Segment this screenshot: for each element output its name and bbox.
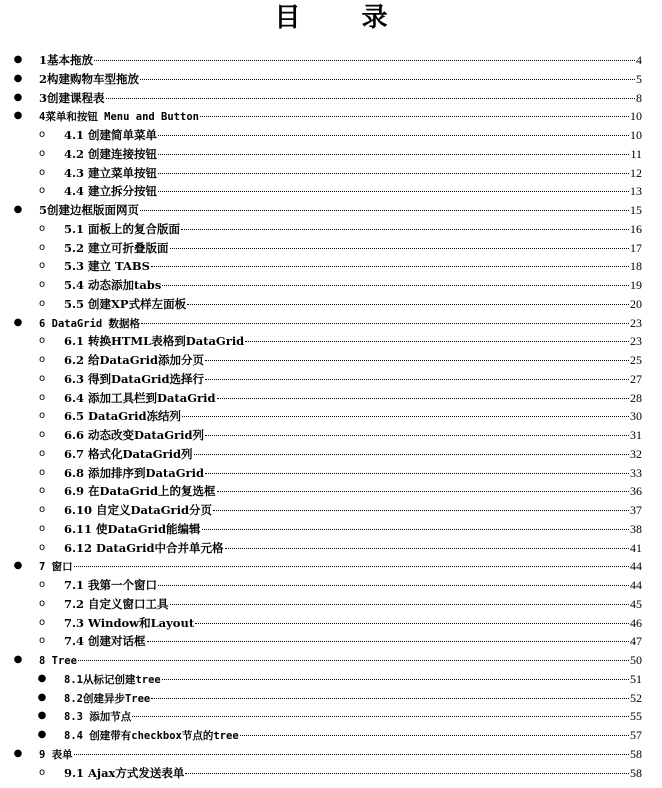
bullet-circle-icon: o <box>38 447 46 459</box>
toc-entry[interactable] <box>0 389 662 408</box>
toc-entry-label[interactable]: 6.5 DataGrid冻结列 <box>64 409 181 424</box>
toc-entry[interactable] <box>0 220 662 239</box>
toc-entry-label[interactable]: 8.2创建异步Tree <box>64 692 151 705</box>
bullet-circle-icon: o <box>38 579 46 590</box>
toc-entry-line <box>64 389 642 408</box>
bullet-circle-icon: o <box>38 222 46 234</box>
toc-entry-page-number[interactable]: 33 <box>630 465 642 480</box>
toc-entry-page-number[interactable]: 4 <box>636 53 642 67</box>
toc-entry[interactable] <box>0 501 662 520</box>
toc-entry-page-number[interactable]: 38 <box>630 521 642 536</box>
toc-entry[interactable] <box>0 726 662 745</box>
dot-leader <box>158 134 629 136</box>
bullet-disc-icon: ● <box>13 316 23 328</box>
toc-entry-line <box>64 614 642 633</box>
toc-entry-page-number[interactable]: 50 <box>630 653 642 667</box>
bullet-circle-icon: o <box>38 522 46 534</box>
toc-entry-line <box>64 407 642 426</box>
dot-leader <box>94 59 635 61</box>
toc-entry-label[interactable]: 6.11 使DataGrid能编辑 <box>64 521 201 536</box>
bullet-circle-icon: o <box>38 635 46 647</box>
toc-entry-label[interactable]: 4菜单和按钮 Menu and Button <box>39 111 199 124</box>
toc-entry-page-number[interactable]: 36 <box>630 484 642 499</box>
toc-entry-line <box>39 51 642 70</box>
dot-leader <box>182 415 629 417</box>
toc-entry-page-number[interactable]: 51 <box>630 671 642 686</box>
bullet-circle-icon: o <box>38 354 46 365</box>
toc-entry-page-number[interactable]: 44 <box>630 559 642 574</box>
toc-entry-label[interactable]: 6.9 在DataGrid上的复选框 <box>64 484 216 499</box>
toc-entry[interactable] <box>0 70 662 89</box>
dot-leader <box>162 678 629 680</box>
toc-entry[interactable] <box>0 164 662 183</box>
dot-leader <box>185 772 629 774</box>
toc-entry-label[interactable]: 6.4 添加工具栏到DataGrid <box>64 390 216 405</box>
bullet-circle-icon: o <box>38 241 46 253</box>
bullet-disc-icon: ● <box>13 110 23 122</box>
toc-entry-line <box>64 595 642 614</box>
toc-entry[interactable] <box>0 464 662 483</box>
toc-entry[interactable] <box>0 745 662 764</box>
dot-leader <box>151 265 629 267</box>
toc-entry-label[interactable]: 7 窗口 <box>39 561 73 574</box>
toc-entry-label[interactable]: 5.1 面板上的复合版面 <box>64 221 181 236</box>
toc-entry-label[interactable]: 7.4 创建对话框 <box>64 634 146 649</box>
toc-entry-page-number[interactable]: 15 <box>630 203 642 217</box>
toc-entry-line <box>39 745 642 765</box>
toc-entry[interactable] <box>0 126 662 145</box>
toc-entry-page-number[interactable]: 47 <box>630 634 642 649</box>
dot-leader <box>151 697 629 699</box>
toc-entry-line <box>39 314 642 334</box>
toc-entry-label[interactable]: 3创建课程表 <box>39 90 105 105</box>
toc-entry-line <box>39 89 642 108</box>
page-title: 目 录 <box>274 3 414 33</box>
dot-leader <box>205 378 629 380</box>
toc-entry-page-number[interactable]: 55 <box>630 709 642 724</box>
toc-entry[interactable] <box>0 314 662 333</box>
toc-entry-label[interactable]: 7.1 我第一个窗口 <box>64 578 158 592</box>
toc-entry[interactable] <box>0 539 662 558</box>
bullet-disc-icon: ● <box>13 747 23 759</box>
toc-entry-label[interactable]: 4.3 建立菜单按钮 <box>64 165 158 180</box>
toc-entry-page-number[interactable]: 12 <box>630 165 642 180</box>
bullet-circle-icon: o <box>38 147 46 159</box>
bullet-circle-icon: o <box>38 279 46 290</box>
dot-leader <box>141 322 629 324</box>
toc-entry-line <box>64 257 642 276</box>
dot-leader <box>240 734 629 736</box>
toc-entry-page-number[interactable]: 10 <box>630 128 642 142</box>
toc-entry-line <box>64 220 642 239</box>
toc-entry-line <box>64 182 642 201</box>
toc-entry-line <box>64 145 642 164</box>
toc-entry-page-number[interactable]: 44 <box>630 578 642 592</box>
toc-entry[interactable] <box>0 520 662 539</box>
dot-leader <box>74 753 629 755</box>
toc-entry[interactable] <box>0 51 662 70</box>
bullet-circle-icon: o <box>38 597 46 609</box>
bullet-disc-icon: ● <box>37 691 47 703</box>
toc-entry-page-number[interactable]: 31 <box>630 428 642 442</box>
dot-leader <box>181 228 629 230</box>
toc-entry-line <box>64 239 642 258</box>
toc-entry-line <box>64 295 642 314</box>
toc-entry-page-number[interactable]: 13 <box>630 184 642 199</box>
toc-entry-label[interactable]: 4.4 建立拆分按钮 <box>64 184 158 199</box>
toc-entry-page-number[interactable]: 58 <box>630 765 642 780</box>
toc-entry-label[interactable]: 6.10 自定义DataGrid分页 <box>64 503 212 517</box>
toc-entry[interactable] <box>0 295 662 314</box>
toc-entry-page-number[interactable]: 41 <box>630 540 642 555</box>
toc-entry[interactable] <box>0 89 662 108</box>
toc-entry-page-number[interactable]: 23 <box>630 315 642 330</box>
toc-entry[interactable] <box>0 651 662 670</box>
toc-entry-label[interactable]: 2构建购物车型拖放 <box>39 71 140 86</box>
dot-leader <box>245 340 629 342</box>
bullet-circle-icon: o <box>38 541 46 553</box>
bullet-circle-icon: o <box>38 372 46 384</box>
dot-leader <box>202 528 630 530</box>
dot-leader <box>78 659 629 661</box>
page-footer <box>0 778 662 788</box>
toc-entry-line <box>39 107 642 127</box>
toc-entry-page-number[interactable]: 27 <box>630 371 642 386</box>
bullet-disc-icon: ● <box>13 54 23 65</box>
bullet-circle-icon: o <box>38 297 46 309</box>
toc-entry[interactable] <box>0 239 662 258</box>
toc-entry[interactable] <box>0 332 662 351</box>
toc-entry[interactable] <box>0 445 662 464</box>
bullet-disc-icon: ● <box>13 72 23 84</box>
toc-entry-label[interactable]: 5.2 建立可折叠版面 <box>64 240 169 255</box>
dot-leader <box>158 153 629 155</box>
toc-entry-label[interactable]: 9 表单 <box>39 748 73 761</box>
toc-entry-line <box>64 276 642 295</box>
dot-leader <box>170 247 629 249</box>
toc-entry[interactable] <box>0 707 662 726</box>
bullet-circle-icon: o <box>38 766 46 778</box>
dot-leader <box>200 115 629 117</box>
toc-entry-line <box>39 70 642 89</box>
toc-entry-page-number[interactable]: 28 <box>630 390 642 405</box>
toc-entry-page-number[interactable]: 11 <box>630 146 642 161</box>
toc-entry-page-number[interactable]: 57 <box>630 728 642 742</box>
toc-entry-page-number[interactable]: 10 <box>630 109 642 124</box>
toc-entry[interactable] <box>0 632 662 651</box>
toc-entry-label[interactable]: 6.8 添加排序到DataGrid <box>64 465 204 480</box>
toc-entry-label[interactable]: 4.2 创建连接按钮 <box>64 146 158 161</box>
toc-entry-line <box>64 445 642 464</box>
toc-entry-label[interactable]: 5.4 动态添加tabs <box>64 278 162 292</box>
toc-entry-label[interactable]: 7.3 Window和Layout <box>64 615 195 630</box>
toc-entry-line <box>64 670 642 690</box>
toc-entry-line <box>64 164 642 183</box>
toc-entry-line <box>64 539 642 558</box>
dot-leader <box>170 603 629 605</box>
bullet-circle-icon: o <box>38 260 46 272</box>
toc-entry[interactable] <box>0 276 662 295</box>
dot-leader <box>106 97 635 99</box>
bullet-disc-icon: ● <box>13 654 23 665</box>
dot-leader <box>74 565 629 567</box>
bullet-disc-icon: ● <box>37 710 47 722</box>
dot-leader <box>194 453 630 455</box>
toc-entry-label[interactable]: 6.6 动态改变DataGrid列 <box>64 428 204 442</box>
toc-entry-line <box>64 332 642 351</box>
toc-entry-page-number[interactable]: 37 <box>630 503 642 517</box>
toc-entry-line <box>39 557 642 577</box>
toc-entry[interactable] <box>0 557 662 576</box>
dot-leader <box>205 359 629 361</box>
toc-entry-label[interactable]: 8.4 创建带有checkbox节点的tree <box>64 730 239 742</box>
bullet-circle-icon: o <box>38 466 46 478</box>
toc-entry-label[interactable]: 8.3 添加节点 <box>64 711 132 724</box>
toc-entry-page-number[interactable]: 52 <box>630 690 642 705</box>
dot-leader <box>217 490 630 492</box>
bullet-disc-icon: ● <box>13 91 23 103</box>
toc-entry-line <box>64 126 642 145</box>
dot-leader <box>205 472 629 474</box>
toc-entry-label[interactable]: 9.1 Ajax方式发送表单 <box>64 765 185 780</box>
toc-entry-page-number[interactable]: 46 <box>630 615 642 630</box>
toc-entry-page-number[interactable]: 23 <box>630 334 642 349</box>
bullet-circle-icon: o <box>38 504 46 515</box>
toc-entry-page-number[interactable]: 45 <box>630 596 642 611</box>
toc-entry-label[interactable]: 8.1从标记创建tree <box>64 673 161 686</box>
toc-entry[interactable] <box>0 370 662 389</box>
dot-leader <box>213 509 629 511</box>
toc-entry-label[interactable]: 6.12 DataGrid中合并单元格 <box>64 540 224 555</box>
toc-entry-page-number[interactable]: 32 <box>630 446 642 461</box>
toc-entry[interactable] <box>0 614 662 633</box>
toc-entry-page-number[interactable]: 19 <box>630 278 642 292</box>
toc-entry[interactable] <box>0 351 662 370</box>
toc-entry-label[interactable]: 6.2 给DataGrid添加分页 <box>64 353 204 367</box>
bullet-circle-icon: o <box>38 335 46 347</box>
toc-entry-line <box>39 201 642 220</box>
bullet-circle-icon: o <box>38 129 46 140</box>
toc-entry-page-number[interactable]: 8 <box>636 90 642 105</box>
toc-entry[interactable] <box>0 595 662 614</box>
toc-entry[interactable] <box>0 576 662 595</box>
toc-entry[interactable] <box>0 407 662 426</box>
toc-entry-page-number[interactable]: 25 <box>630 353 642 367</box>
toc-entry-line <box>64 426 642 445</box>
toc-entry-line <box>64 370 642 389</box>
dot-leader <box>140 209 629 211</box>
dot-leader <box>195 622 629 624</box>
dot-leader <box>147 640 629 642</box>
bullet-circle-icon: o <box>38 429 46 440</box>
toc-entry-line <box>64 482 642 501</box>
toc-entry[interactable] <box>0 107 662 126</box>
toc-entry[interactable] <box>0 482 662 501</box>
toc-entry-page-number[interactable]: 5 <box>636 71 642 86</box>
toc-entry-line <box>64 576 642 595</box>
dot-leader <box>158 190 629 192</box>
toc-entry[interactable] <box>0 689 662 708</box>
toc-entry-line <box>64 501 642 520</box>
toc-entry-page-number[interactable]: 18 <box>630 259 642 274</box>
toc-entry-page-number[interactable]: 20 <box>630 296 642 311</box>
toc-entry-label[interactable]: 8 Tree <box>39 655 77 667</box>
toc-entry-page-number[interactable]: 58 <box>630 746 642 761</box>
bullet-circle-icon: o <box>38 185 46 197</box>
bullet-disc-icon: ● <box>37 729 47 740</box>
toc-entry-page-number[interactable]: 30 <box>630 409 642 424</box>
dot-leader <box>162 284 629 286</box>
dot-leader <box>140 78 635 80</box>
dot-leader <box>225 547 630 549</box>
dot-leader <box>132 715 629 717</box>
toc-entry[interactable] <box>0 201 662 220</box>
bullet-disc-icon: ● <box>37 672 47 684</box>
toc-entry-label[interactable]: 5创建边框版面网页 <box>39 203 140 217</box>
bullet-circle-icon: o <box>38 485 46 497</box>
toc-entry-page-number[interactable]: 17 <box>630 240 642 255</box>
toc-entry-line <box>39 651 642 671</box>
toc-entry-page-number[interactable]: 16 <box>630 221 642 236</box>
toc-entry-label[interactable]: 6.1 转换HTML表格到DataGrid <box>64 334 245 349</box>
dot-leader <box>205 434 629 436</box>
bullet-circle-icon: o <box>38 410 46 422</box>
dot-leader <box>158 172 629 174</box>
table-of-contents <box>0 51 662 782</box>
toc-entry[interactable] <box>0 182 662 201</box>
toc-entry-label[interactable]: 7.2 自定义窗口工具 <box>64 596 169 611</box>
dot-leader <box>158 584 629 586</box>
toc-entry-label[interactable]: 4.1 创建简单菜单 <box>64 128 158 142</box>
bullet-disc-icon: ● <box>13 204 23 215</box>
dot-leader <box>187 303 629 305</box>
toc-entry[interactable] <box>0 145 662 164</box>
toc-entry-label[interactable]: 6.3 得到DataGrid选择行 <box>64 371 204 386</box>
toc-entry-line <box>64 464 642 483</box>
toc-entry-label[interactable]: 5.5 创建XP式样左面板 <box>64 296 187 311</box>
toc-entry-label[interactable]: 5.3 建立 TABS <box>64 259 150 274</box>
toc-entry-label[interactable]: 6.7 格式化DataGrid列 <box>64 446 193 461</box>
toc-entry-line <box>64 520 642 539</box>
bullet-circle-icon: o <box>38 616 46 628</box>
dot-leader <box>217 397 630 399</box>
bullet-circle-icon: o <box>38 166 46 178</box>
toc-entry-line <box>64 351 642 370</box>
toc-entry-line <box>64 632 642 651</box>
toc-entry[interactable] <box>0 257 662 276</box>
toc-entry[interactable] <box>0 670 662 689</box>
toc-entry-line <box>64 689 642 709</box>
toc-entry-line <box>64 726 642 746</box>
bullet-disc-icon: ● <box>13 560 23 572</box>
toc-entry-label[interactable]: 6 DataGrid 数据格 <box>39 317 141 330</box>
toc-entry-label[interactable]: 1基本拖放 <box>39 53 94 67</box>
bullet-circle-icon: o <box>38 391 46 403</box>
toc-entry[interactable] <box>0 426 662 445</box>
toc-entry-line <box>64 707 642 727</box>
